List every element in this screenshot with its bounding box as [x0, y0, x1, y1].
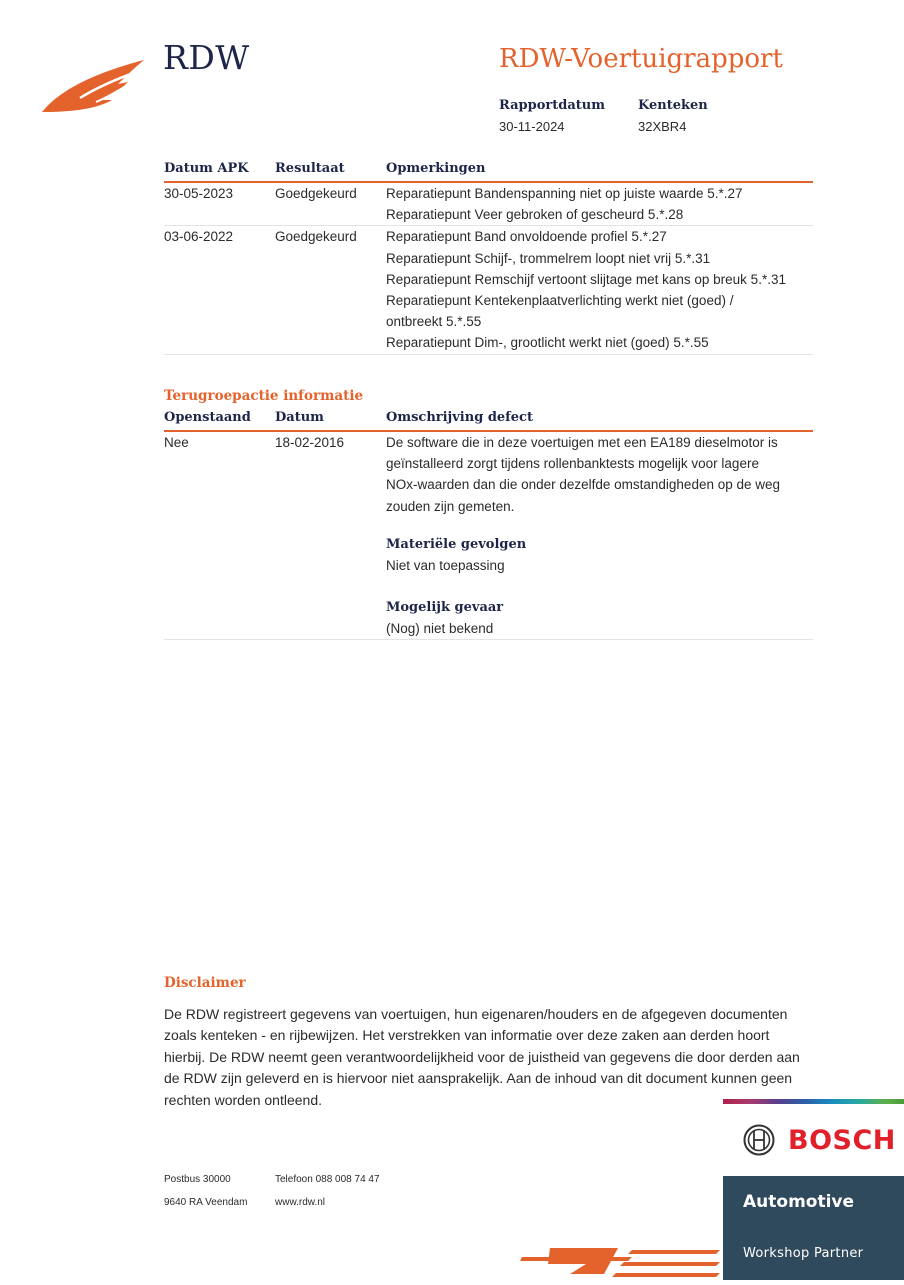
footer-postbus: Postbus 30000 — [164, 1174, 231, 1185]
plate-value: 32XBR4 — [638, 119, 687, 134]
table-row — [164, 183, 813, 226]
apk-col-remarks: Opmerkingen — [386, 161, 486, 176]
remark-line: Reparatiepunt Veer gebroken of gescheurd 5.*.28 — [386, 207, 684, 223]
remark-line: Reparatiepunt Kentekenplaatverlichting werkt niet (goed) / — [386, 293, 734, 309]
apk-col-result: Resultaat — [275, 161, 345, 176]
plate-label: Kenteken — [638, 98, 708, 113]
apk-result: Goedgekeurd — [275, 229, 357, 245]
footer-phone: Telefoon 088 008 74 47 — [275, 1174, 380, 1185]
recall-title: Terugroepactie informatie — [164, 388, 364, 404]
disclaimer-title: Disclaimer — [164, 975, 246, 991]
disclaimer-text: De RDW registreert gegevens van voertuigen, hun eigenaren/houders en de afgegeven documenten zoals kenteken - en rijbewijzen. Het verstrekken van informatie over deze zaken aan derden hoort hierbij. De RDW neemt geen verantwoordelijkheid voor de juistheid van gegevens die door derden aan de RDW zijn geleverd en is hiervoor niet aansprakelijk. Aan de inhoud van dit document kunnen geen rechten worden ontleend. — [164, 1006, 800, 1108]
bosch-workshop-partner: Workshop Partner — [743, 1246, 864, 1261]
recall-date: 18-02-2016 — [275, 435, 345, 450]
apk-date: 03-06-2022 — [164, 229, 234, 245]
bosch-wordmark: BOSCH — [788, 1125, 896, 1156]
description-line: De software die in deze voertuigen met een EA189 dieselmotor is — [386, 435, 778, 450]
rdw-logo-text: RDW — [163, 38, 250, 77]
danger-value: (Nog) niet bekend — [386, 621, 494, 637]
table-row — [164, 226, 813, 354]
apk-table — [164, 161, 813, 355]
apk-remarks — [386, 183, 813, 225]
apk-col-date: Datum APK — [164, 161, 249, 176]
remark-line: ontbreekt 5.*.55 — [386, 314, 482, 330]
material-label: Materiële gevolgen — [386, 536, 527, 552]
apk-date: 30-05-2023 — [164, 186, 234, 201]
remark-line: Reparatiepunt Schijf-, trommelrem loopt niet vrij 5.*.31 — [386, 250, 711, 266]
remark-line: Reparatiepunt Band onvoldoende profiel 5.*.27 — [386, 229, 667, 245]
material-value: Niet van toepassing — [386, 557, 505, 573]
recall-open: Nee — [164, 435, 189, 450]
recall-table — [164, 410, 813, 640]
bosch-brand-area — [723, 1104, 904, 1176]
description-line: zouden zijn gemeten. — [386, 498, 515, 514]
bosch-automotive: Automotive — [743, 1192, 855, 1212]
apk-remarks — [386, 226, 813, 353]
remark-line: Reparatiepunt Bandenspanning niet op juiste waarde 5.*.27 — [386, 186, 743, 201]
apk-result: Goedgekeurd — [275, 186, 357, 201]
report-date-label: Rapportdatum — [499, 98, 605, 113]
description-line: NOx-waarden dan die onder dezelfde omstandigheden op de weg — [386, 477, 781, 493]
footer-city: 9640 RA Veendam — [164, 1197, 248, 1208]
apk-table-header — [164, 161, 813, 183]
remark-line: Reparatiepunt Remschijf vertoont slijtage met kans op breuk 5.*.31 — [386, 271, 786, 287]
report-title: RDW-Voertuigrapport — [499, 44, 783, 74]
recall-col-description: Omschrijving defect — [386, 410, 533, 425]
recall-col-date: Datum — [275, 410, 324, 425]
remark-line: Reparatiepunt Dim-, grootlicht werkt niet (goed) 5.*.55 — [386, 335, 709, 351]
rdw-logo-icon — [40, 58, 150, 121]
bosch-label-area — [723, 1176, 904, 1280]
recall-description — [386, 432, 813, 639]
recall-table-header — [164, 410, 813, 432]
rdw-stripes-icon — [520, 1244, 730, 1285]
bosch-armature-icon — [743, 1124, 775, 1161]
recall-col-open: Openstaand — [164, 410, 251, 425]
report-date-value: 30-11-2024 — [499, 119, 565, 134]
danger-label: Mogelijk gevaar — [386, 600, 504, 616]
footer-web[interactable]: www.rdw.nl — [275, 1197, 326, 1208]
table-row — [164, 432, 813, 640]
bosch-badge — [723, 1099, 904, 1280]
description-line: geïnstalleerd zorgt tijdens rollenbanktests mogelijk voor lagere — [386, 456, 759, 472]
